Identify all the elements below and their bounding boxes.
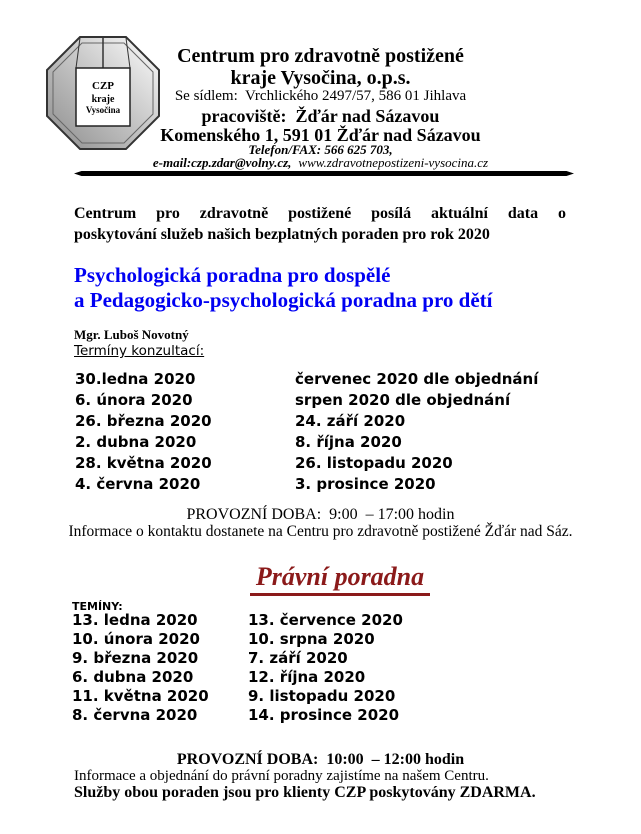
consultation-terms-label: Termíny konzultací: bbox=[74, 343, 205, 359]
intro-paragraph bbox=[74, 203, 566, 245]
legal-opening-hours: PROVOZNÍ DOBA: 10:00 – 12:00 hodin bbox=[176, 751, 465, 768]
logo-text-czp: CZP bbox=[92, 80, 114, 92]
legal-contact-info: Informace a objednání do právní poradny zajistíme na našem Centru. bbox=[74, 768, 489, 784]
org-name-line1: Centrum pro zdravotně postižené bbox=[177, 45, 464, 67]
psych-dates-left-column bbox=[75, 369, 212, 495]
psych-dates-right-column bbox=[295, 369, 538, 495]
date-item: 26. listopadu 2020 bbox=[295, 454, 453, 472]
date-item: 28. května 2020 bbox=[75, 454, 212, 472]
legal-section-heading: Právní poradna bbox=[250, 562, 430, 596]
date-item: 30.ledna 2020 bbox=[75, 370, 196, 388]
workplace-address: Komenského 1, 591 01 Žďár nad Sázavou bbox=[160, 125, 481, 145]
date-item: 8. června 2020 bbox=[72, 706, 198, 724]
date-item: 3. prosince 2020 bbox=[295, 475, 436, 493]
date-item: 6. února 2020 bbox=[75, 391, 193, 409]
psych-contact-info: Informace o kontaktu dostanete na Centru pro zdravotně postižené Žďár nad Sáz. bbox=[68, 523, 573, 540]
date-item: 2. dubna 2020 bbox=[75, 433, 197, 451]
date-item: 9. listopadu 2020 bbox=[248, 687, 396, 705]
date-item: červenec 2020 dle objednání bbox=[295, 370, 539, 388]
date-item: 7. září 2020 bbox=[248, 649, 348, 667]
date-item: 11. května 2020 bbox=[72, 687, 209, 705]
email-address: e-mail:czp.zdar@volny.cz, bbox=[152, 155, 292, 170]
header-divider bbox=[74, 171, 574, 176]
intro-line1: Centrum pro zdravotně postižené posílá aktuální data o bbox=[74, 205, 566, 222]
psych-opening-hours: PROVOZNÍ DOBA: 9:00 – 17:00 hodin bbox=[186, 506, 455, 523]
legal-terms-label: TEMÍNY: bbox=[72, 600, 123, 613]
date-item: 12. října 2020 bbox=[248, 668, 366, 686]
website-address: www.zdravotnepostizeni-vysocina.cz bbox=[298, 155, 489, 170]
legal-dates-right-column bbox=[248, 611, 403, 725]
date-item: srpen 2020 dle objednání bbox=[295, 391, 511, 409]
date-item: 14. prosince 2020 bbox=[248, 706, 400, 724]
workplace-line: pracoviště: Žďár nad Sázavou bbox=[201, 106, 440, 126]
org-seat-address: Se sídlem: Vrchlického 2497/57, 586 01 Jihlava bbox=[174, 88, 467, 104]
psych-heading-line2: a Pedagogicko-psychologická poradna pro dětí bbox=[74, 287, 493, 312]
psych-heading-line1: Psychologická poradna pro dospělé bbox=[74, 263, 391, 287]
date-item: 4. června 2020 bbox=[75, 475, 201, 493]
date-item: 9. března 2020 bbox=[72, 649, 199, 667]
legal-section-heading-wrap bbox=[40, 562, 640, 596]
date-item: 10. srpna 2020 bbox=[248, 630, 375, 648]
legal-dates-left-column bbox=[72, 611, 209, 725]
psych-section-heading bbox=[74, 263, 634, 312]
date-item: 10. února 2020 bbox=[72, 630, 200, 648]
date-item: 26. března 2020 bbox=[75, 412, 212, 430]
date-item: 13. ledna 2020 bbox=[72, 611, 198, 629]
consultant-name: Mgr. Luboš Novotný bbox=[74, 327, 189, 342]
org-name-line2: kraje Vysočina, o.p.s. bbox=[230, 67, 411, 89]
email-web-line bbox=[0, 156, 641, 170]
date-item: 8. října 2020 bbox=[295, 433, 402, 451]
free-services-note: Služby obou poraden jsou pro klienty CZP poskytovány ZDARMA. bbox=[74, 784, 536, 801]
date-item: 24. září 2020 bbox=[295, 412, 406, 430]
date-item: 13. července 2020 bbox=[248, 611, 403, 629]
date-item: 6. dubna 2020 bbox=[72, 668, 194, 686]
logo-text-kraje: kraje bbox=[91, 94, 115, 105]
intro-line2: poskytování služeb našich bezplatných poraden pro rok 2020 bbox=[74, 226, 490, 243]
phone-line: Telefon/FAX: 566 625 703, bbox=[248, 142, 393, 157]
logo-text-vysocina: Vysočina bbox=[85, 105, 121, 115]
